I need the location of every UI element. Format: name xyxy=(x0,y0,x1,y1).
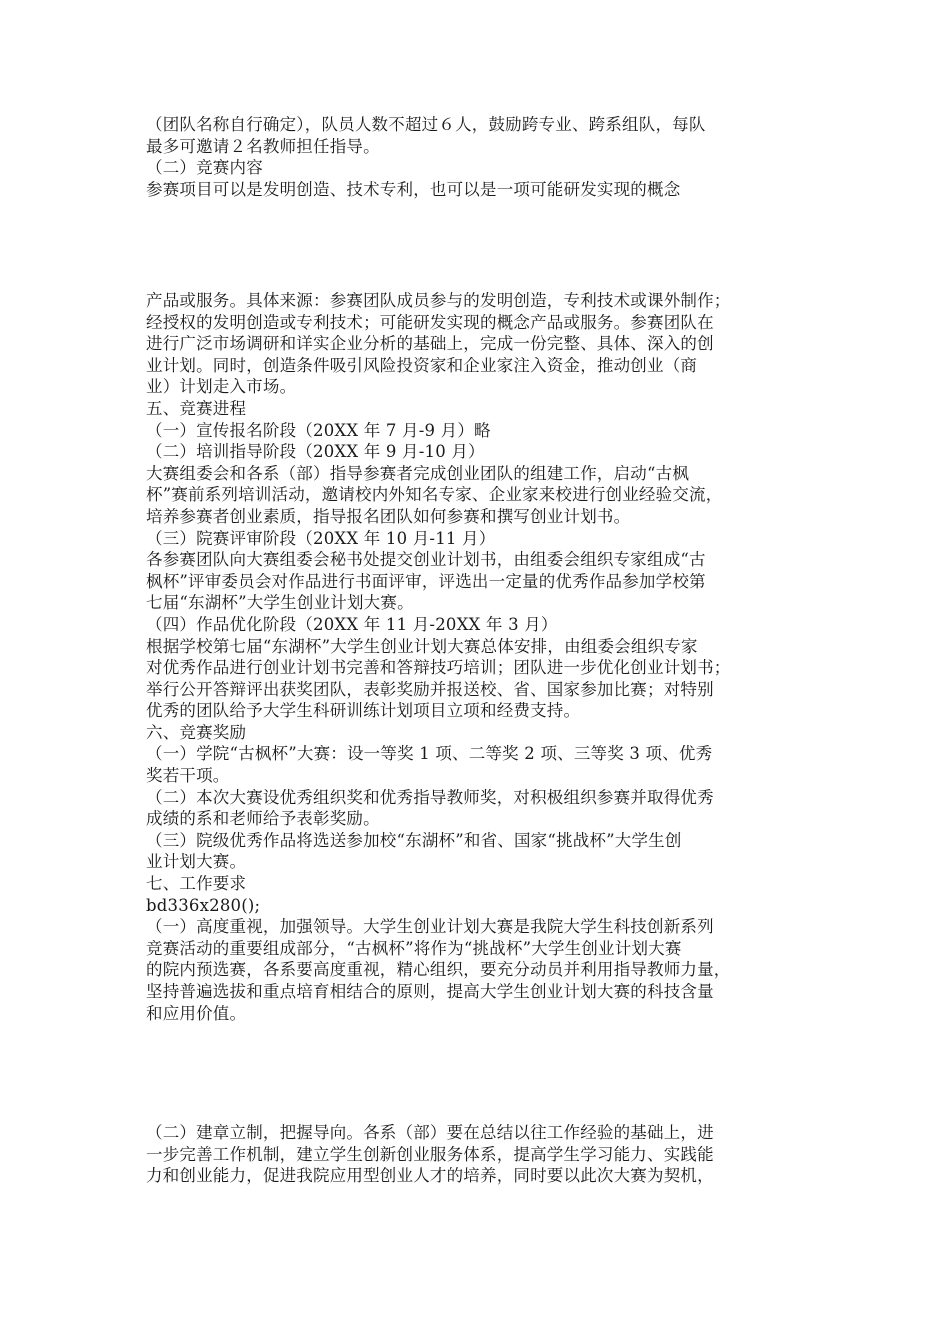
section-heading: 七、工作要求 xyxy=(146,874,247,894)
subsection-heading: （一）宣传报名阶段（20XX 年 7 月-9 月）略 xyxy=(146,420,491,440)
section-heading: 六、竞赛奖励 xyxy=(146,722,247,742)
subsection-heading: （二）培训指导阶段（20XX 年 9 月-10 月） xyxy=(146,442,485,462)
text-line: （一）高度重视，加强领导。大学生创业计划大赛是我院大学生科技创新系列 xyxy=(146,917,714,937)
text-line: 坚持普遍选拔和重点培育相结合的原则，提高大学生创业计划大赛的科技含量 xyxy=(146,982,714,1001)
text-line: 培养参赛者创业素质，指导报名团队如何参赛和撰写创业计划书。 xyxy=(146,506,631,526)
text-line: 奖若干项。 xyxy=(146,766,230,786)
text-line: （二）本次大赛设优秀组织奖和优秀指导教师奖，对积极组织参赛并取得优秀 xyxy=(146,787,714,807)
text-block-main xyxy=(146,290,811,1024)
text-line: 和应用价值。 xyxy=(146,1003,247,1023)
section-heading: （二）竞赛内容 xyxy=(146,158,263,178)
text-line: 优秀的团队给予大学生科研训练计划项目立项和经费支持。 xyxy=(146,701,581,721)
text-line: 对优秀作品进行创业计划书完善和答辩技巧培训；团队进一步优化创业计划书； xyxy=(146,658,731,678)
text-line: 一步完善工作机制，建立学生创新创业服务体系，提高学生学习能力、实践能 xyxy=(146,1144,714,1164)
text-line: 大赛组委会和各系（部）指导参赛者完成创业团队的组建工作，启动“古枫 xyxy=(146,463,690,483)
text-line: 产品或服务。具体来源：参赛团队成员参与的发明创造，专利技术或课外制作； xyxy=(146,291,731,310)
text-line: 成绩的系和老师给予表彰奖励。 xyxy=(146,809,380,829)
text-line: 的院内预选赛，各系要高度重视，精心组织，要充分动员并利用指导教师力量， xyxy=(146,960,731,980)
text-line: 业计划大赛。 xyxy=(146,852,247,872)
text-block-top xyxy=(146,114,811,200)
text-line: 最多可邀请２名教师担任指导。 xyxy=(146,136,380,156)
text-line: 力和创业能力，促进我院应用型创业人才的培养，同时要以此次大赛为契机， xyxy=(146,1166,714,1186)
subsection-heading: （三）院赛评审阶段（20XX 年 10 月-11 月） xyxy=(146,528,496,548)
text-line: 枫杯”评审委员会对作品进行书面评审，评选出一定量的优秀作品参加学校第 xyxy=(146,571,706,591)
code-artifact-line: bd336x280(); xyxy=(146,895,261,915)
section-heading: 五、竞赛进程 xyxy=(146,398,247,418)
text-line: 进行广泛市场调研和详实企业分析的基础上，完成一份完整、具体、深入的创 xyxy=(146,334,714,354)
text-line: 参赛项目可以是发明创造、技术专利，也可以是一项可能研发实现的概念 xyxy=(146,179,681,199)
text-line: （团队名称自行确定），队员人数不超过６人，鼓励跨专业、跨系组队，每队 xyxy=(146,115,706,134)
text-line: （一）学院“古枫杯”大赛：设一等奖 1 项、二等奖 2 项、三等奖 3 项、优秀 xyxy=(146,744,713,764)
text-line: 业计划。同时，创造条件吸引风险投资家和企业家注入资金，推动创业（商 xyxy=(146,355,698,375)
text-line: 业）计划走入市场。 xyxy=(146,377,297,397)
text-line: 杯”赛前系列培训活动，邀请校内外知名专家、企业家来校进行创业经验交流， xyxy=(146,485,723,505)
subsection-heading: （四）作品优化阶段（20XX 年 11 月-20XX 年 3 月） xyxy=(146,614,558,634)
text-line: 举行公开答辩评出获奖团队，表彰奖励并报送校、省、国家参加比赛；对特别 xyxy=(146,679,714,699)
text-line: 各参赛团队向大赛组委会秘书处提交创业计划书，由组委会组织专家组成“古 xyxy=(146,550,706,570)
text-line: 经授权的发明创造或专利技术；可能研发实现的概念产品或服务。参赛团队在 xyxy=(146,312,714,332)
text-line: 七届“东湖杯”大学生创业计划大赛。 xyxy=(146,593,414,613)
text-block-bottom xyxy=(146,1122,811,1187)
text-line: 根据学校第七届“东湖杯”大学生创业计划大赛总体安排，由组委会组织专家 xyxy=(146,636,698,656)
text-line: 竞赛活动的重要组成部分，“古枫杯”将作为“挑战杯”大学生创业计划大赛 xyxy=(146,938,682,958)
text-line: （二）建章立制，把握导向。各系（部）要在总结以往工作经验的基础上，进 xyxy=(146,1123,714,1142)
text-line: （三）院级优秀作品将选送参加校“东湖杯”和省、国家“挑战杯”大学生创 xyxy=(146,830,682,850)
